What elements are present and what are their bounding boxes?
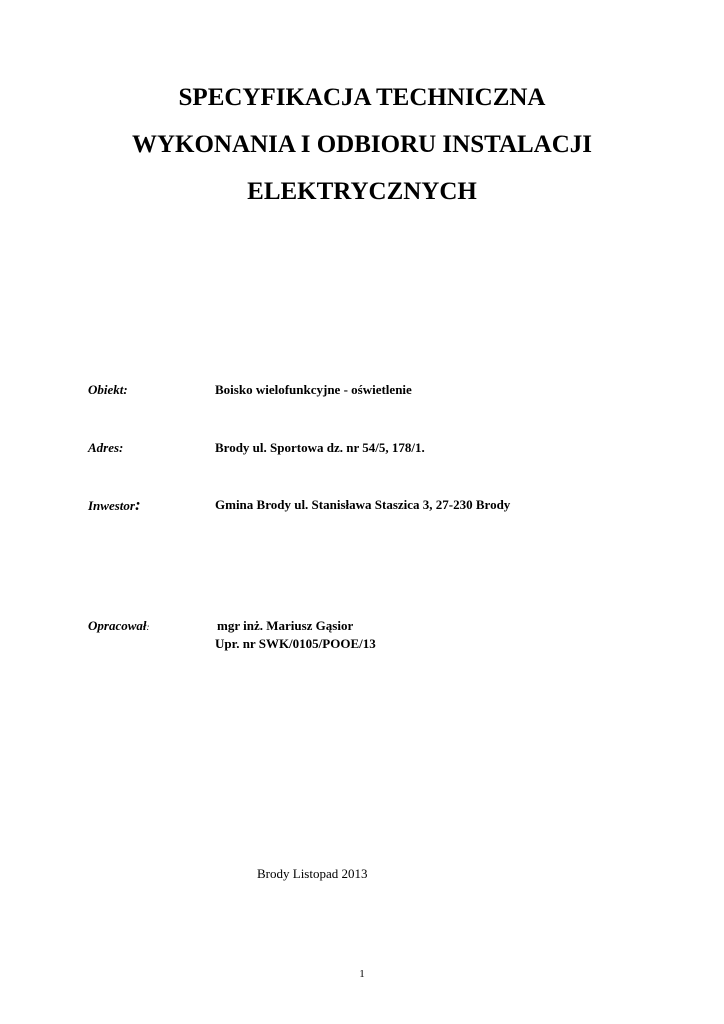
opracowal-name: mgr inż. Mariusz Gąsior xyxy=(217,618,354,633)
title-line-2: WYKONANIA I ODBIORU INSTALACJI xyxy=(131,131,593,158)
page-number: 1 xyxy=(359,968,365,980)
title-line-1: SPECYFIKACJA TECHNICZNA xyxy=(178,84,546,111)
opracowal-label-text: Opracował xyxy=(88,618,147,633)
adres-label: Adres: xyxy=(88,440,124,455)
document-title xyxy=(0,85,724,226)
inwestor-value: Gmina Brody ul. Stanisława Staszica 3, 27-230 Brody xyxy=(215,497,511,512)
opracowal-license: Upr. nr SWK/0105/POOE/13 xyxy=(215,636,376,651)
obiekt-label: Obiekt: xyxy=(88,382,128,397)
inwestor-colon: : xyxy=(134,495,141,514)
adres-value: Brody ul. Sportowa dz. nr 54/5, 178/1. xyxy=(215,440,425,455)
opracowal-label xyxy=(88,618,150,634)
inwestor-label xyxy=(88,495,141,515)
obiekt-value: Boisko wielofunkcyjne - oświetlenie xyxy=(215,382,412,397)
place-and-date: Brody Listopad 2013 xyxy=(257,866,368,881)
inwestor-label-text: Inwestor xyxy=(88,498,135,513)
opracowal-colon: : xyxy=(146,622,150,632)
title-line-3: ELEKTRYCZNYCH xyxy=(247,178,477,205)
